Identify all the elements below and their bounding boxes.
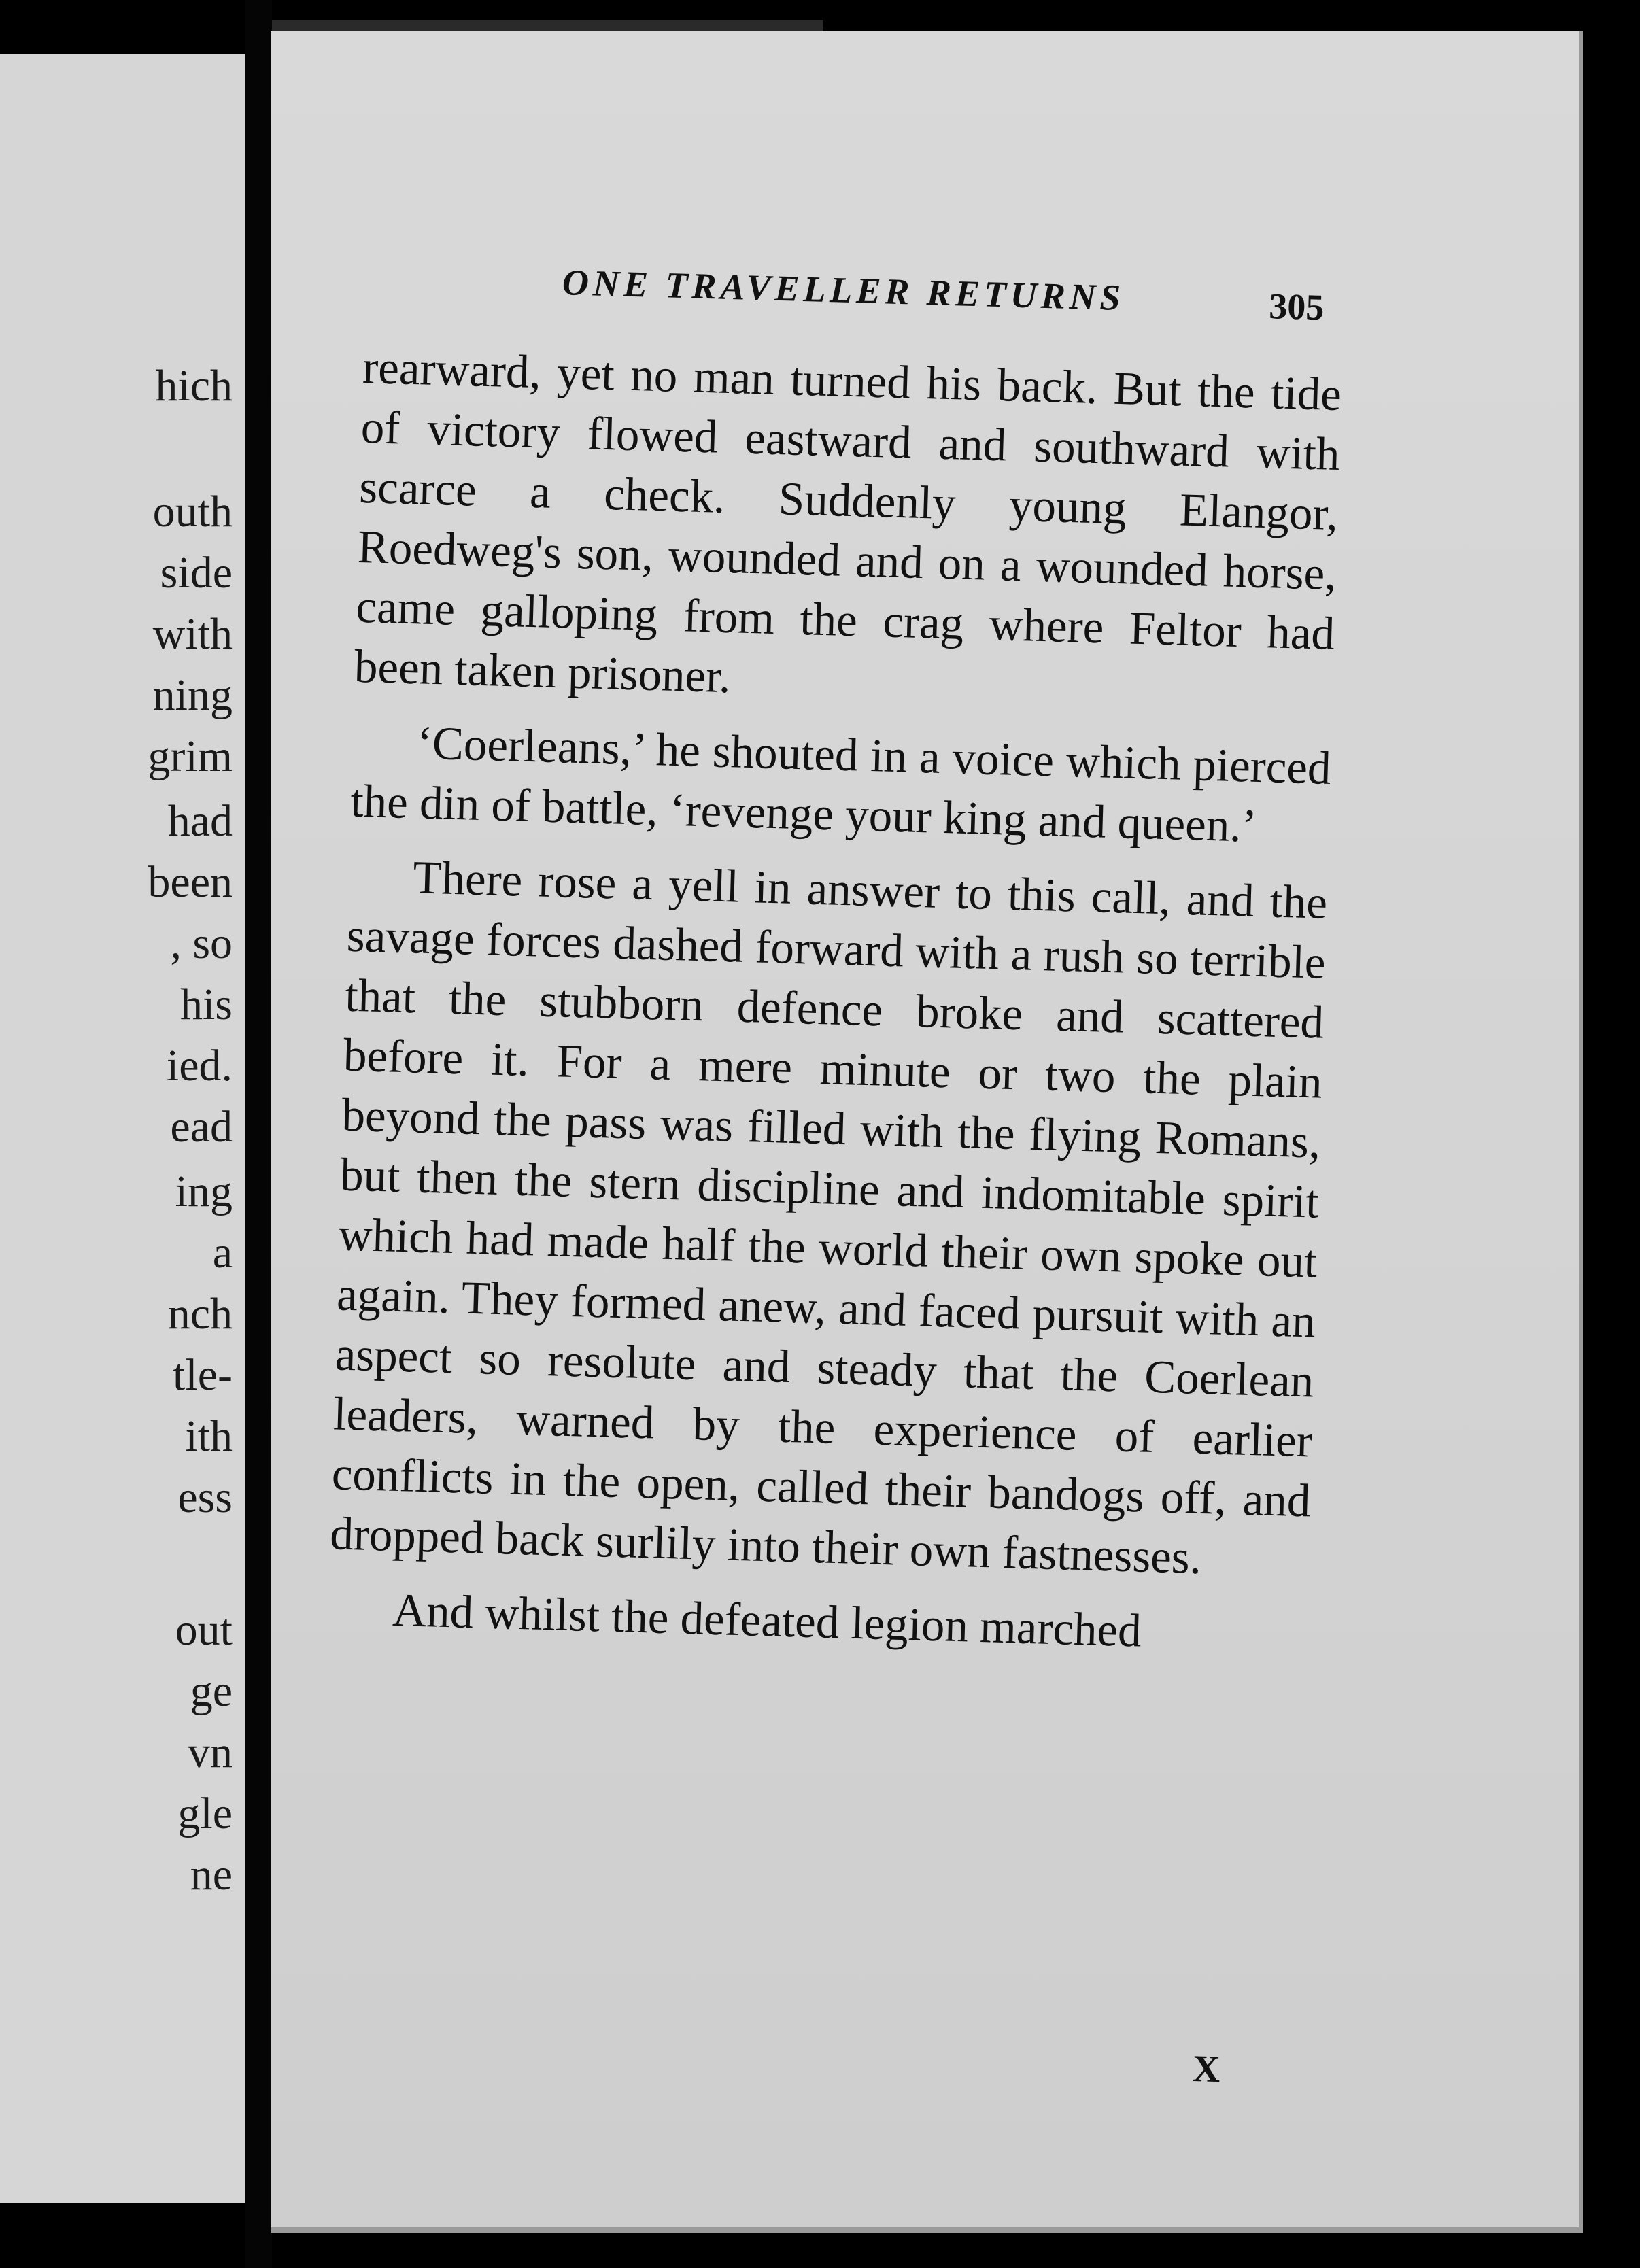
page-content	[327, 256, 1344, 2091]
facing-page-fragment: his	[180, 980, 233, 1029]
facing-page-fragment: outh	[152, 487, 233, 536]
facing-page-fragment: nch	[167, 1289, 233, 1339]
facing-page-fragment: gle	[177, 1789, 233, 1838]
facing-page-fragment: ess	[177, 1473, 233, 1522]
facing-page-fragment: side	[160, 548, 233, 598]
facing-page-fragment: ing	[175, 1167, 233, 1216]
facing-page-fragment: ge	[190, 1666, 233, 1716]
body-text	[327, 337, 1342, 1665]
paragraph: ‘Coerleans,’ he shouted in a voice which pierced the din of battle, ‘revenge your king and queen.’	[349, 717, 1332, 852]
signature-mark: X	[1192, 2048, 1221, 2091]
facing-page-fragment: with	[152, 609, 233, 659]
facing-page-fragment: grim	[148, 732, 233, 781]
facing-page-fragment: ied.	[166, 1041, 233, 1090]
running-title: ONE TRAVELLER RETURNS	[562, 262, 1125, 319]
paragraph: rearward, yet no man turned his back. But the tide of victory flowed eastward and southward with scarce a check. Suddenly young Elangor, Roedweg's son, wounded and on a wounded horse, came galloping from the crag where Feltor had been taken prisoner.	[354, 341, 1342, 703]
facing-page-fragment: hich	[155, 361, 233, 411]
facing-page-fragment: been	[148, 857, 233, 907]
facing-page-fragment: ning	[152, 670, 233, 720]
book-gutter	[245, 0, 272, 2268]
facing-page-fragment: tle-	[173, 1350, 233, 1400]
page-top-band	[272, 20, 823, 31]
facing-page-fragment: , so	[170, 918, 233, 968]
page-number: 305	[1268, 286, 1325, 328]
facing-page-fragment: vn	[188, 1728, 233, 1777]
paragraph: And whilst the defeated legion marched	[392, 1583, 1142, 1657]
facing-page-fragment: out	[175, 1605, 233, 1655]
facing-page-fragment: had	[167, 796, 233, 846]
facing-page	[0, 54, 245, 2203]
facing-page-fragment: a	[212, 1228, 233, 1277]
paragraph: There rose a yell in answer to this call, and the savage forces dashed forward with a rush so terrible that the stubborn defence broke and scattered before it. For a mere minute or two the plain beyond the pass was filled with the flying Romans, but then the stern discipline and indomitable spirit which had made half the world their own spoke out again. They formed anew, and faced pursuit with an aspect so resolute and steady that the Coerlean leaders, warned by the experience of earlier conflicts in the open, called their bandogs off, and dropped back surlily into their own fastnesses.	[329, 851, 1329, 1584]
facing-page-fragment: ead	[170, 1102, 233, 1152]
facing-page-fragment: ith	[185, 1411, 233, 1461]
book-page	[271, 31, 1583, 2233]
facing-page-fragment: ne	[190, 1850, 233, 1900]
